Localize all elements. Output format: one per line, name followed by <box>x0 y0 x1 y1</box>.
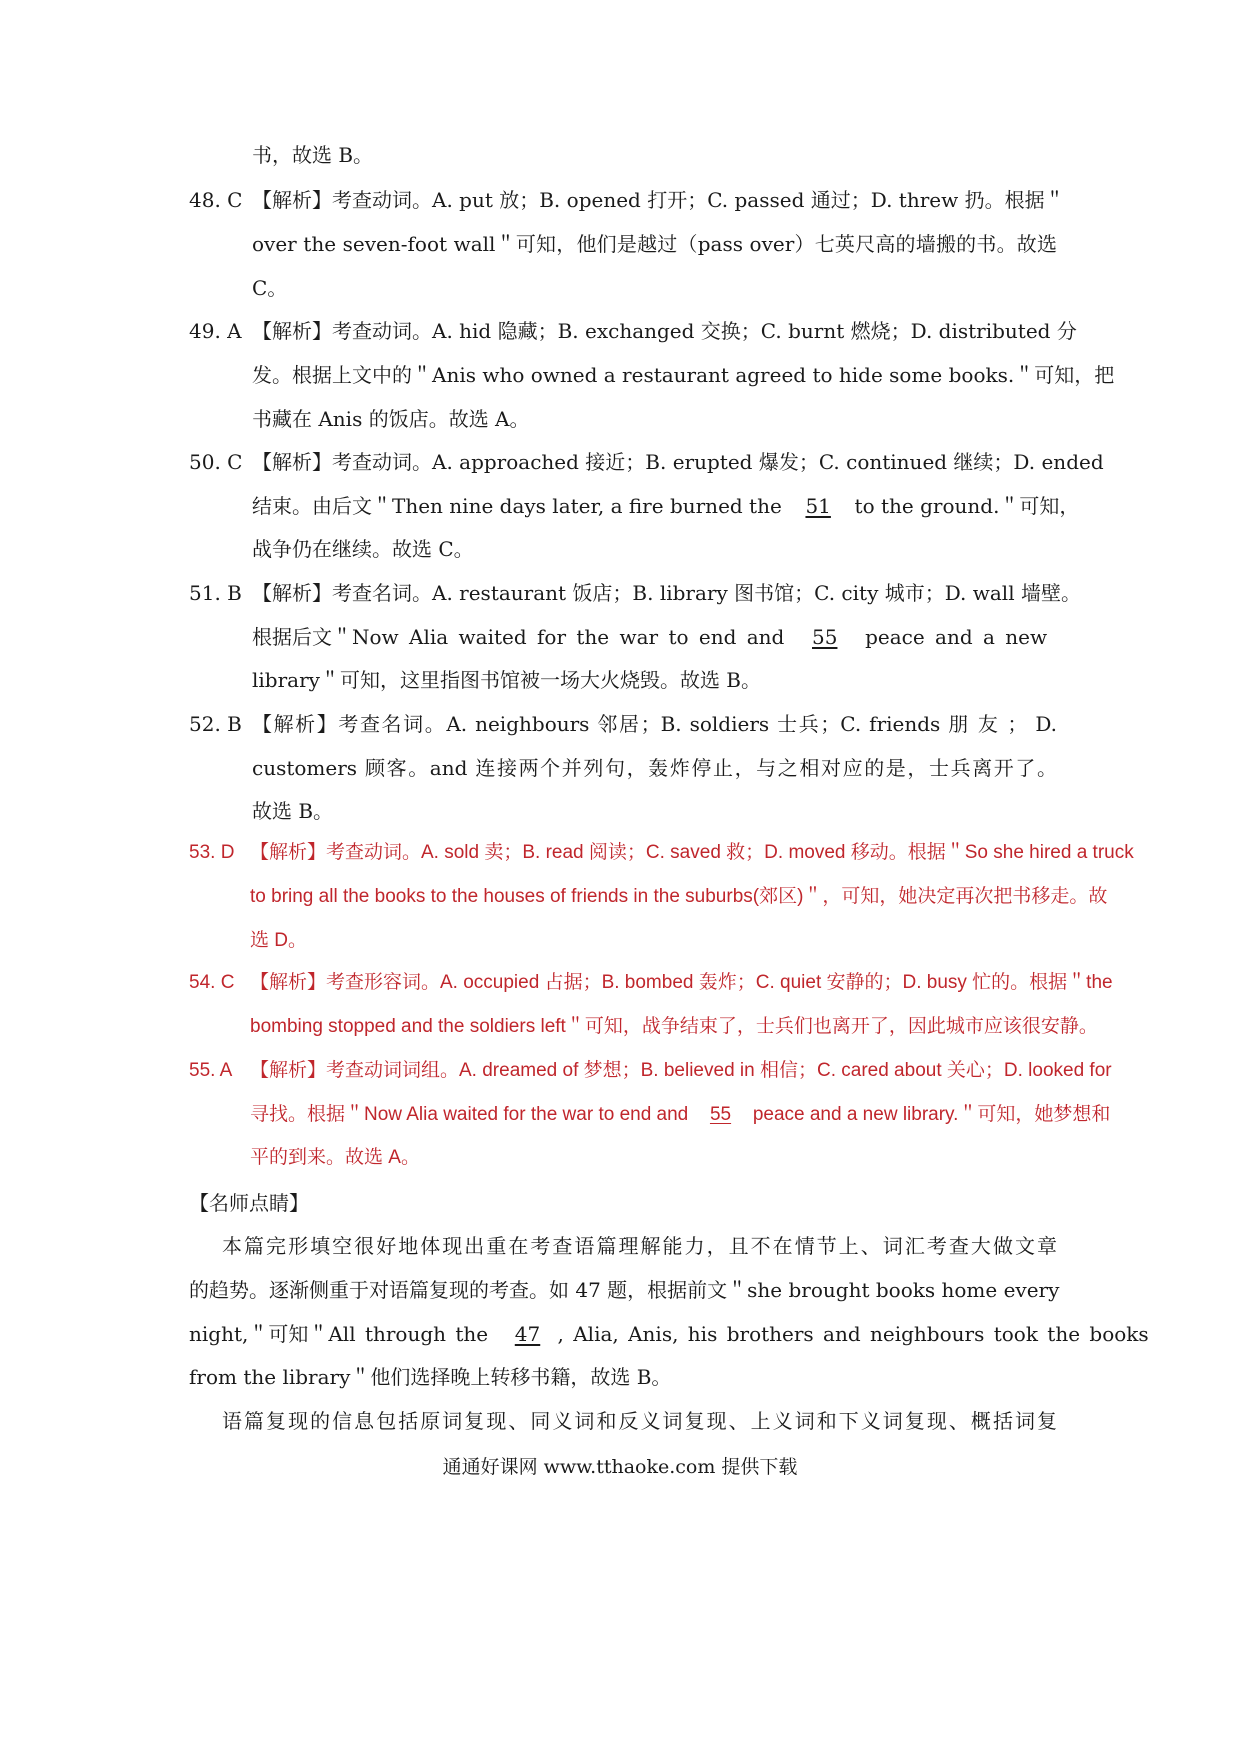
q51-line-2-end: peace and a new <box>865 625 1048 649</box>
q48-number: 48. C <box>189 188 243 212</box>
q55-line-2-end: peace and a new library.＂可知，她梦想和 <box>752 1104 1111 1125</box>
page-footer: 通通好课网 www.tthaoke.com 提供下载 <box>442 1456 798 1478</box>
blank-47: 47 <box>514 1322 541 1346</box>
q50-line-1: 【解析】考查动词。A. approached 接近；B. erupted 爆发；C. continued 继续；D. ended <box>252 450 1104 474</box>
q52-line-3: 故选 B。 <box>252 799 334 823</box>
q48-line-1: 【解析】考查动词。A. put 放；B. opened 打开；C. passed 通过；D. threw 扔。根据＂ <box>252 188 1065 212</box>
q48-line-2: over the seven-foot wall＂可知，他们是越过（pass over）七英尺高的墙搬的书。故选 <box>252 232 1057 256</box>
q54-number: 54. C <box>189 972 235 993</box>
q53-line-3: 选 D。 <box>250 930 308 951</box>
q53-number: 53. D <box>189 842 235 863</box>
q50-line-2 <box>252 491 1080 521</box>
q49-line-3: 书藏在 Anis 的饭店。故选 A。 <box>252 407 530 431</box>
q47-continuation: 书，故选 B。 <box>252 143 374 167</box>
q53-line-2: to bring all the books to the houses of friends in the suburbs(郊区)＂，可知，她决定再次把书移走。故 <box>250 886 1108 907</box>
q51-line-3: library＂可知，这里指图书馆被一场大火烧毁。故选 B。 <box>252 668 761 692</box>
q54-line-1: 【解析】考查形容词。A. occupied 占据；B. bombed 轰炸；C. quiet 安静的；D. busy 忙的。根据＂the <box>250 972 1113 993</box>
q49-line-1: 【解析】考查动词。A. hid 隐藏；B. exchanged 交换；C. burnt 燃烧；D. distributed 分 <box>252 319 1077 343</box>
q51-line-2 <box>252 622 1057 652</box>
section-title: 【名师点睛】 <box>189 1191 309 1215</box>
q51-line-1: 【解析】考查名词。A. restaurant 饭店；B. library 图书馆；C. city 城市；D. wall 墙壁。 <box>252 581 1081 605</box>
q50-line-3: 战争仍在继续。故选 C。 <box>252 537 474 561</box>
q49-line-2: 发。根据上文中的＂Anis who owned a restaurant agreed to hide some books.＂可知，把 <box>252 363 1115 387</box>
note-line-3-end: , Alia, Anis, his brothers and neighbours took the books <box>557 1322 1149 1346</box>
note-line-4: from the library＂他们选择晚上转移书籍，故选 B。 <box>189 1365 672 1389</box>
q50-line-2-end: to the ground.＂可知， <box>854 494 1080 518</box>
q50-line-2-start: 结束。由后文＂Then nine days later, a fire burned the <box>252 494 782 518</box>
blank-51: 51 <box>805 494 831 518</box>
note-line-1: 本篇完形填空很好地体现出重在考查语篇理解能力，且不在情节上、词汇考查大做文章 <box>222 1234 1057 1258</box>
q48-line-3: C。 <box>252 276 288 300</box>
q50-number: 50. C <box>189 450 243 474</box>
q51-line-2-start: 根据后文＂Now Alia waited for the war to end and <box>252 625 785 649</box>
q52-number: 52. B <box>189 712 242 736</box>
q52-line-2: customers 顾客。and 连接两个并列句，轰炸停止，与之相对应的是，士兵离开了。 <box>252 756 1057 780</box>
q49-number: 49. A <box>189 319 242 343</box>
q53-line-1: 【解析】考查动词。A. sold 卖；B. read 阅读；C. saved 救；D. moved 移动。根据＂So she hired a truck <box>250 842 1134 863</box>
q54-line-2: bombing stopped and the soldiers left＂可知，战争结束了，士兵们也离开了，因此城市应该很安静。 <box>250 1016 1098 1037</box>
blank-55-red: 55 <box>709 1104 732 1125</box>
q55-line-1: 【解析】考查动词词组。A. dreamed of 梦想；B. believed in 相信；C. cared about 关心；D. looked for <box>250 1060 1112 1081</box>
note-line-5: 语篇复现的信息包括原词复现、同义词和反义词复现、上义词和下义词复现、概括词复 <box>222 1409 1057 1433</box>
q55-line-2-start: 寻找。根据＂Now Alia waited for the war to end and <box>250 1104 689 1125</box>
q55-line-2 <box>250 1100 1111 1130</box>
note-line-3 <box>189 1319 1149 1349</box>
blank-55: 55 <box>812 625 838 649</box>
note-line-3-start: night,＂可知＂All through the <box>189 1322 489 1346</box>
q52-line-1: 【解析】考查名词。A. neighbours 邻居；B. soldiers 士兵；C. friends 朋 友 ； D. <box>252 712 1057 736</box>
q55-line-3: 平的到来。故选 A。 <box>250 1147 420 1168</box>
note-line-2: 的趋势。逐渐侧重于对语篇复现的考查。如 47 题，根据前文＂she brought books home every <box>189 1278 1060 1302</box>
q51-number: 51. B <box>189 581 242 605</box>
q55-number: 55. A <box>189 1060 233 1081</box>
